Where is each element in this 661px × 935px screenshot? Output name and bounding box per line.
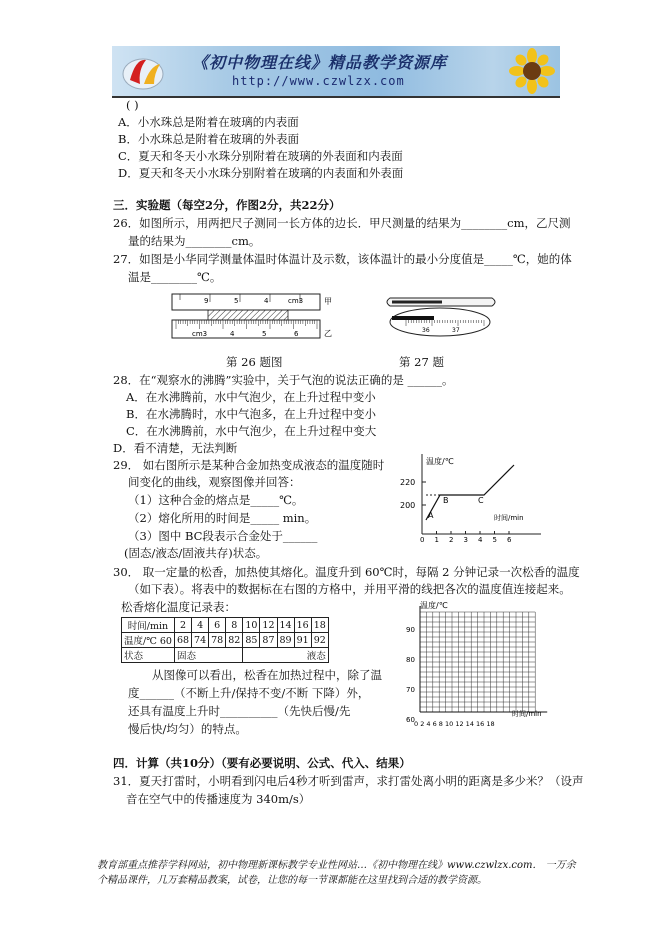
header-banner bbox=[112, 46, 560, 98]
table-cell: 状态 bbox=[122, 648, 175, 663]
y-axis-label: 温度/℃ bbox=[426, 457, 454, 466]
option-c: C．夏天和冬天小水珠分别附着在玻璃的外表面和内表面 bbox=[118, 149, 403, 163]
y-tick-label: 90 bbox=[406, 626, 415, 634]
y-tick-label: 70 bbox=[406, 686, 415, 694]
mercury-column bbox=[392, 301, 442, 304]
q26-line2: 量的结果为________cm。 bbox=[128, 234, 261, 248]
q29-sub1: （1）这种合金的熔点是_____℃。 bbox=[128, 493, 304, 507]
label-yi: 乙 bbox=[324, 329, 332, 338]
sunflower-icon bbox=[507, 48, 557, 94]
ruler-top-label: 4 bbox=[264, 297, 269, 305]
q30-line2: （如下表）。将表中的数据标在右图的方格中，并用平滑的线把各次的温度值连接起来。 bbox=[128, 582, 571, 596]
q27-line2: 温是________℃。 bbox=[128, 270, 222, 284]
q28-option-b: B．在水沸腾时，水中气泡多，在上升过程中变小 bbox=[126, 407, 376, 421]
table-cell: 10 bbox=[243, 618, 260, 633]
ruler-bottom-label: 5 bbox=[262, 330, 267, 338]
q30-text4: 慢后快/均匀）的特点。 bbox=[128, 722, 247, 736]
q28-stem: 28．在“观察水的沸腾”实验中，关于气泡的说法正确的是 ______。 bbox=[113, 373, 454, 387]
footer-line1: 教育部重点推荐学科网站，初中物理新课标教学专业性网站…《初中物理在线》www.czwlzx.com． 一万余 bbox=[97, 860, 576, 871]
q29-sub3: （3）图中 BC段表示合金处于______ bbox=[128, 529, 318, 543]
footer-line2: 个精品课件，几万套精品教案，试卷，让您的每一节课都能在这里找到合适的教学资源。 bbox=[97, 875, 487, 886]
block-object bbox=[208, 310, 288, 320]
figure-caption-26: 第 26 题图 bbox=[226, 355, 283, 369]
alloy-curve bbox=[426, 465, 514, 520]
ruler-bottom-label: cm3 bbox=[192, 330, 208, 338]
q31-line1: 31．夏天打雷时，小明看到闪电后4秒才听到雷声，求打雷处离小明的距离是多少米？（设声 bbox=[113, 774, 584, 788]
table-cell: 68 bbox=[174, 633, 191, 648]
alloy-melting-graph bbox=[396, 450, 546, 542]
table-cell: 85 bbox=[243, 633, 260, 648]
q29-sub3b: (固态/液态/固液共存)状态。 bbox=[124, 546, 268, 560]
x-tick-label: 2 bbox=[449, 536, 454, 542]
q30-table-title: 松香熔化温度记录表： bbox=[121, 600, 236, 614]
ruler-top-label: 9 bbox=[204, 297, 209, 305]
y-tick-label: 60 bbox=[406, 716, 415, 724]
ruler-bottom-label: 4 bbox=[230, 330, 235, 338]
y-tick-label: 80 bbox=[406, 656, 415, 664]
q29-line2: 间变化的曲线，观察图像并回答： bbox=[128, 475, 301, 489]
table-cell: 89 bbox=[277, 633, 294, 648]
x-tick-label: 1 bbox=[434, 536, 439, 542]
option-a: A．小水珠总是附着在玻璃的内表面 bbox=[118, 115, 299, 129]
x-axis-label: 时间/min bbox=[512, 710, 542, 718]
answer-blank: ( ) bbox=[126, 98, 139, 112]
melting-table bbox=[121, 617, 329, 663]
y-tick-label: 200 bbox=[400, 501, 416, 510]
q30-text3: 还具有温度上升时__________（先快后慢/先 bbox=[128, 704, 351, 718]
point-b: B bbox=[443, 496, 449, 505]
x-tick-label: 4 bbox=[478, 536, 483, 542]
q30-text2: 度______（不断上升/保持不变/不断 下降）外， bbox=[128, 686, 370, 700]
x-tick-labels: 0 2 4 6 8 10 12 14 16 18 bbox=[414, 720, 495, 728]
table-cell: 8 bbox=[226, 618, 243, 633]
q29-sub2: （2）熔化所用的时间是_____ min。 bbox=[128, 511, 317, 525]
q30-line1: 30． 取一定量的松香，加热使其熔化。温度升到 60℃时，每隔 2 分钟记录一次松香的温度 bbox=[113, 565, 580, 579]
thermometer-figure bbox=[382, 292, 500, 342]
table-row bbox=[122, 648, 329, 663]
table-cell: 87 bbox=[260, 633, 277, 648]
q27-line1: 27．如图是小华同学测量体温时体温计及示数，该体温计的最小分度值是_____℃，她的体 bbox=[113, 252, 572, 266]
logo-icon bbox=[120, 50, 166, 92]
q30-text1: 从图像可以看出，松香在加热过程中，除了温 bbox=[152, 668, 382, 682]
q26-line1: 26．如图所示，用两把尺子测同一长方体的边长．甲尺测量的结果为________cm，乙尺测 bbox=[113, 216, 571, 230]
table-cell: 2 bbox=[174, 618, 191, 633]
x-tick-label: 6 bbox=[507, 536, 512, 542]
banner-url: http://www.czwlzx.com bbox=[232, 74, 405, 88]
y-axis-label: 温度/℃ bbox=[420, 601, 448, 610]
table-cell: 温度/℃ 60 bbox=[122, 633, 175, 648]
table-row bbox=[122, 633, 329, 648]
point-a: A bbox=[428, 511, 434, 520]
label-jia: 甲 bbox=[324, 297, 332, 306]
q28-option-d: D．看不清楚，无法判断 bbox=[113, 441, 238, 455]
x-tick-label: 5 bbox=[492, 536, 497, 542]
table-cell: 16 bbox=[294, 618, 311, 633]
table-cell: 92 bbox=[311, 633, 328, 648]
ruler-bottom-label: 6 bbox=[294, 330, 299, 338]
ruler-top-label: 5 bbox=[234, 297, 239, 305]
q31-line2: 音在空气中的传播速度为 340m/s） bbox=[126, 792, 311, 806]
q28-option-a: A．在水沸腾前，水中气泡少，在上升过程中变小 bbox=[126, 390, 376, 404]
x-tick-label: 3 bbox=[463, 536, 468, 542]
ruler-figure bbox=[170, 292, 340, 344]
table-cell: 74 bbox=[192, 633, 209, 648]
table-cell: 82 bbox=[226, 633, 243, 648]
table-cell: 14 bbox=[277, 618, 294, 633]
x-axis-label: 时间/min bbox=[494, 514, 524, 522]
thermo-label: 37 bbox=[452, 327, 460, 334]
ruler-top-label: cm3 bbox=[288, 297, 304, 305]
table-cell: 液态 bbox=[243, 648, 328, 663]
rosin-grid-graph bbox=[392, 598, 552, 730]
x-tick-label: 0 bbox=[420, 536, 425, 542]
table-cell: 18 bbox=[311, 618, 328, 633]
y-tick-label: 220 bbox=[400, 478, 416, 487]
table-cell: 91 bbox=[294, 633, 311, 648]
table-cell: 时间/min bbox=[122, 618, 175, 633]
table-cell: 6 bbox=[209, 618, 226, 633]
banner-title: 《初中物理在线》精品教学资源库 bbox=[192, 53, 448, 72]
table-row bbox=[122, 618, 329, 633]
point-c: C bbox=[478, 496, 484, 505]
figure-caption-27: 第 27 题 bbox=[399, 355, 444, 369]
table-cell: 固态 bbox=[174, 648, 242, 663]
section4-title: 四．计算（共10分）（要有必要说明、公式、代入、结果） bbox=[113, 756, 411, 770]
thermo-label: 36 bbox=[422, 327, 430, 334]
table-cell: 4 bbox=[192, 618, 209, 633]
q29-line1: 29． 如右图所示是某种合金加热变成液态的温度随时 bbox=[113, 458, 385, 472]
table-cell: 12 bbox=[260, 618, 277, 633]
option-d: D．夏天和冬天小水珠分别附着在玻璃的内表面和外表面 bbox=[118, 166, 404, 180]
section-title: 三．实验题（每空2分，作图2分，共22分） bbox=[113, 198, 341, 212]
q28-option-c: C．在水沸腾前，水中气泡少，在上升过程中变大 bbox=[126, 424, 377, 438]
table-cell: 78 bbox=[209, 633, 226, 648]
option-b: B．小水珠总是附着在玻璃的外表面 bbox=[118, 132, 299, 146]
